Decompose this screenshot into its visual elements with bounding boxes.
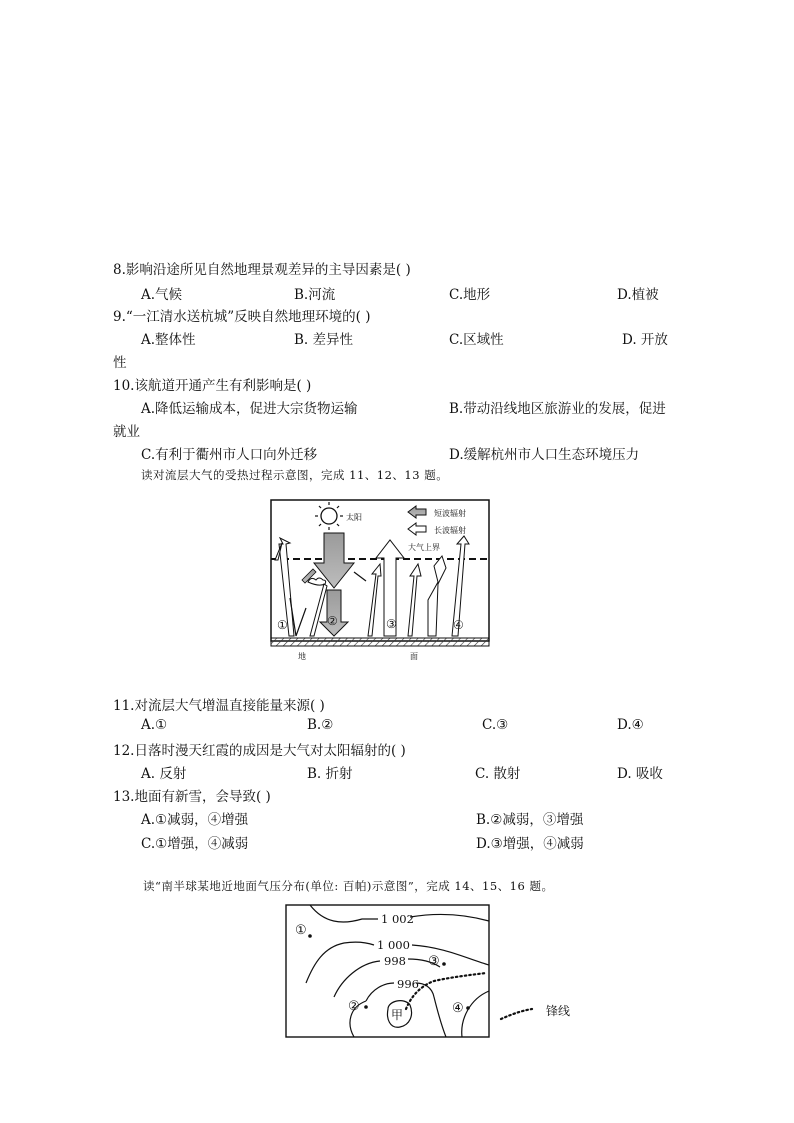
marker-4: ④	[453, 618, 464, 632]
atmosphere-heating-diagram	[268, 498, 494, 662]
q11-option-b: B.②	[307, 717, 334, 733]
q9-stem: 9.“一江清水送杭城”反映自然地理环境的( )	[113, 309, 371, 325]
q9-option-d-continued: 性	[113, 355, 127, 371]
q10-option-b-continued: 就业	[113, 424, 140, 440]
q10-stem: 10.该航道开通产生有利影响是( )	[113, 378, 312, 394]
q9-option-c: C.区域性	[449, 332, 504, 348]
q11-stem: 11.对流层大气增温直接能量来源( )	[113, 698, 325, 714]
ground-surface	[271, 638, 489, 646]
marker-3: ③	[386, 617, 397, 631]
ground-label-left: 地	[298, 652, 306, 661]
point-4-marker: ④	[452, 1001, 464, 1016]
legend-short-wave-label: 短波辐射	[434, 509, 466, 518]
point-2-marker: ②	[348, 999, 360, 1014]
q8-option-b: B.河流	[294, 287, 336, 303]
isobar-label-998: 998	[384, 954, 406, 968]
q13-option-d: D.③增强，④减弱	[476, 836, 584, 852]
q12-option-b: B. 折射	[307, 766, 353, 782]
q8-stem: 8.影响沿途所见自然地理景观差异的主导因素是( )	[113, 262, 411, 278]
diagram2-intro: 读“南半球某地近地面气压分布(单位: 百帕)示意图”，完成 14、15、16 题。	[143, 879, 554, 893]
q10-option-c: C.有利于衢州市人口向外迁移	[141, 447, 318, 463]
q8-option-a: A.气候	[141, 287, 183, 303]
q12-option-d: D. 吸收	[617, 766, 663, 782]
q13-option-c: C.①增强，④减弱	[141, 836, 249, 852]
marker-1: ①	[277, 618, 288, 632]
jia-label: 甲	[391, 1008, 404, 1022]
isobar-label-1000: 1 000	[377, 938, 410, 952]
isobar-label-1002: 1 002	[381, 912, 414, 926]
q11-option-c: C.③	[482, 717, 509, 733]
sun-label: 太阳	[346, 513, 362, 522]
ground-label-right: 面	[410, 652, 418, 661]
legend-long-wave-label: 长波辐射	[434, 526, 466, 535]
atmosphere-top-label: 大气上界	[408, 543, 440, 552]
q13-stem: 13.地面有新雪，会导致( )	[113, 789, 271, 805]
q13-option-a: A.①减弱，④增强	[141, 812, 249, 828]
q8-option-c: C.地形	[449, 287, 491, 303]
q10-option-d: D.缓解杭州市人口生态环境压力	[449, 447, 640, 463]
q10-option-b: B.带动沿线地区旅游业的发展，促进	[449, 401, 666, 417]
front-legend-label: 锋线	[546, 1004, 571, 1018]
isobar-label-996: 996	[397, 977, 419, 991]
q9-option-d: D. 开放	[622, 332, 668, 348]
q8-option-d: D.植被	[617, 287, 659, 303]
q12-option-a: A. 反射	[141, 766, 187, 782]
q11-option-d: D.④	[617, 717, 644, 733]
q13-option-b: B.②减弱，③增强	[476, 812, 584, 828]
q9-option-a: A.整体性	[141, 332, 196, 348]
marker-2: ②	[327, 614, 338, 628]
point-3-marker: ③	[428, 954, 440, 969]
q12-option-c: C. 散射	[475, 766, 521, 782]
diagram1-intro: 读对流层大气的受热过程示意图，完成 11、12、13 题。	[141, 468, 449, 482]
q9-option-b: B. 差异性	[294, 332, 354, 348]
isobar-map-diagram	[284, 903, 584, 1041]
front-legend-icon	[501, 1009, 532, 1019]
q11-option-a: A.①	[141, 717, 168, 733]
q10-option-a: A.降低运输成本，促进大宗货物运输	[141, 401, 358, 417]
q12-stem: 12.日落时漫天红霞的成因是大气对太阳辐射的( )	[113, 743, 406, 759]
point-1-marker: ①	[295, 923, 307, 938]
